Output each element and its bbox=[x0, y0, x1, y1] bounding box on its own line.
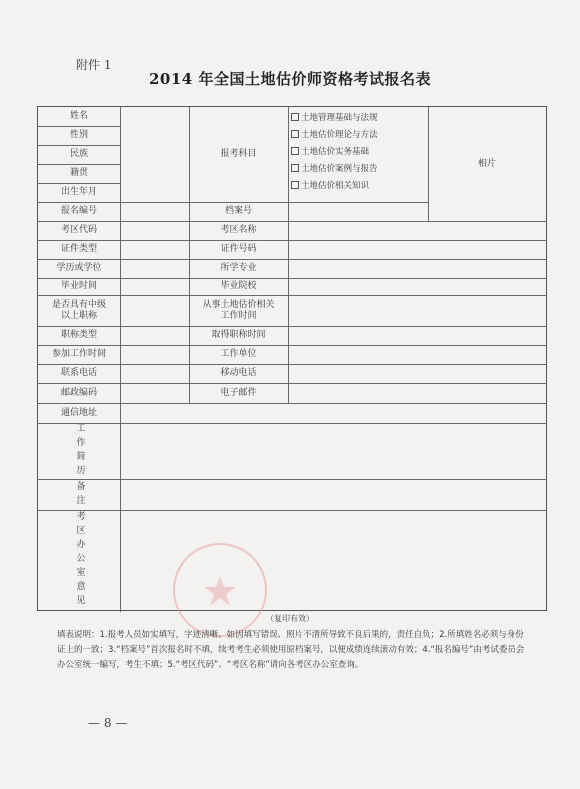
work-unit-label: 工作单位 bbox=[220, 349, 257, 359]
district-code-label: 考区代码 bbox=[60, 225, 97, 235]
title-type-label: 职称类型 bbox=[60, 330, 97, 340]
start-work-label: 参加工作时间 bbox=[51, 349, 106, 359]
photo-label: 相片 bbox=[477, 158, 496, 169]
education-label: 学历或学位 bbox=[56, 263, 102, 273]
checkbox-icon bbox=[291, 164, 299, 172]
name-label: 姓名 bbox=[69, 111, 88, 121]
page-number: — 8 — bbox=[88, 716, 128, 730]
remarks-label: 备注 bbox=[74, 480, 85, 509]
district-name-label: 考区名称 bbox=[220, 225, 257, 235]
school-label: 毕业院校 bbox=[220, 281, 257, 291]
title-time-label: 取得职称时间 bbox=[211, 330, 266, 340]
checkbox-icon bbox=[291, 181, 299, 189]
exam-subjects-list bbox=[291, 110, 431, 195]
exam-subjects-label: 报考科目 bbox=[220, 149, 257, 159]
email-label: 电子邮件 bbox=[220, 387, 257, 398]
grad-time-label: 毕业时间 bbox=[60, 281, 97, 291]
native-place-label: 籍贯 bbox=[69, 168, 88, 178]
checkbox-icon bbox=[291, 147, 299, 155]
postcode-label: 邮政编码 bbox=[60, 387, 97, 398]
id-type-label: 证件类型 bbox=[60, 244, 97, 254]
official-seal-stamp bbox=[170, 540, 270, 640]
work-time-label: 从事土地估价相关 工作时间 bbox=[202, 300, 275, 321]
registration-form-table bbox=[37, 106, 547, 611]
checkbox-icon bbox=[291, 130, 299, 138]
resume-label: 工作简历 bbox=[74, 423, 85, 479]
id-number-label: 证件号码 bbox=[220, 244, 257, 254]
major-label: 所学专业 bbox=[220, 263, 257, 273]
birth-label: 出生年月 bbox=[60, 187, 97, 197]
subject-option[interactable]: 土地管理基础与法规 bbox=[291, 110, 431, 127]
page-title: 2014 年全国土地估价师资格考试报名表 bbox=[149, 70, 431, 88]
address-label: 通信地址 bbox=[60, 407, 97, 418]
fill-instructions: 填表说明：1.报考人员如实填写，字迹清晰。如因填写错误、照片不清所导致不良后果的，责任自负；2.所填姓名必须与身份证上的一致；3.“档案号”首次报名时不填，续考考生必须使用原档案号，以便成绩连续滚动有效；4.“报名编号”由考试委员会办公室统一编写，考生不填；5.“考区代码”、“考区名称”请向各考区办公室查询。 bbox=[57, 630, 525, 670]
subject-option[interactable]: 土地估价案例与报告 bbox=[291, 161, 431, 178]
phone-label: 联系电话 bbox=[60, 368, 97, 378]
copy-valid-note: （复印有效） bbox=[266, 614, 314, 623]
mid-title-label: 是否具有中级 以上职称 bbox=[51, 300, 106, 321]
gender-label: 性别 bbox=[69, 130, 88, 140]
subject-option[interactable]: 土地估价实务基础 bbox=[291, 144, 431, 161]
file-number-label: 档案号 bbox=[224, 206, 252, 216]
office-opinion-label: 考区办公室意见 bbox=[74, 511, 85, 609]
subject-option[interactable]: 土地估价相关知识 bbox=[291, 178, 431, 195]
subject-option[interactable]: 土地估价理论与方法 bbox=[291, 127, 431, 144]
mobile-label: 移动电话 bbox=[220, 368, 257, 378]
ethnicity-label: 民族 bbox=[69, 149, 88, 159]
attachment-label: 附件 1 bbox=[76, 58, 112, 72]
checkbox-icon bbox=[291, 113, 299, 121]
reg-number-label: 报名编号 bbox=[60, 206, 97, 216]
